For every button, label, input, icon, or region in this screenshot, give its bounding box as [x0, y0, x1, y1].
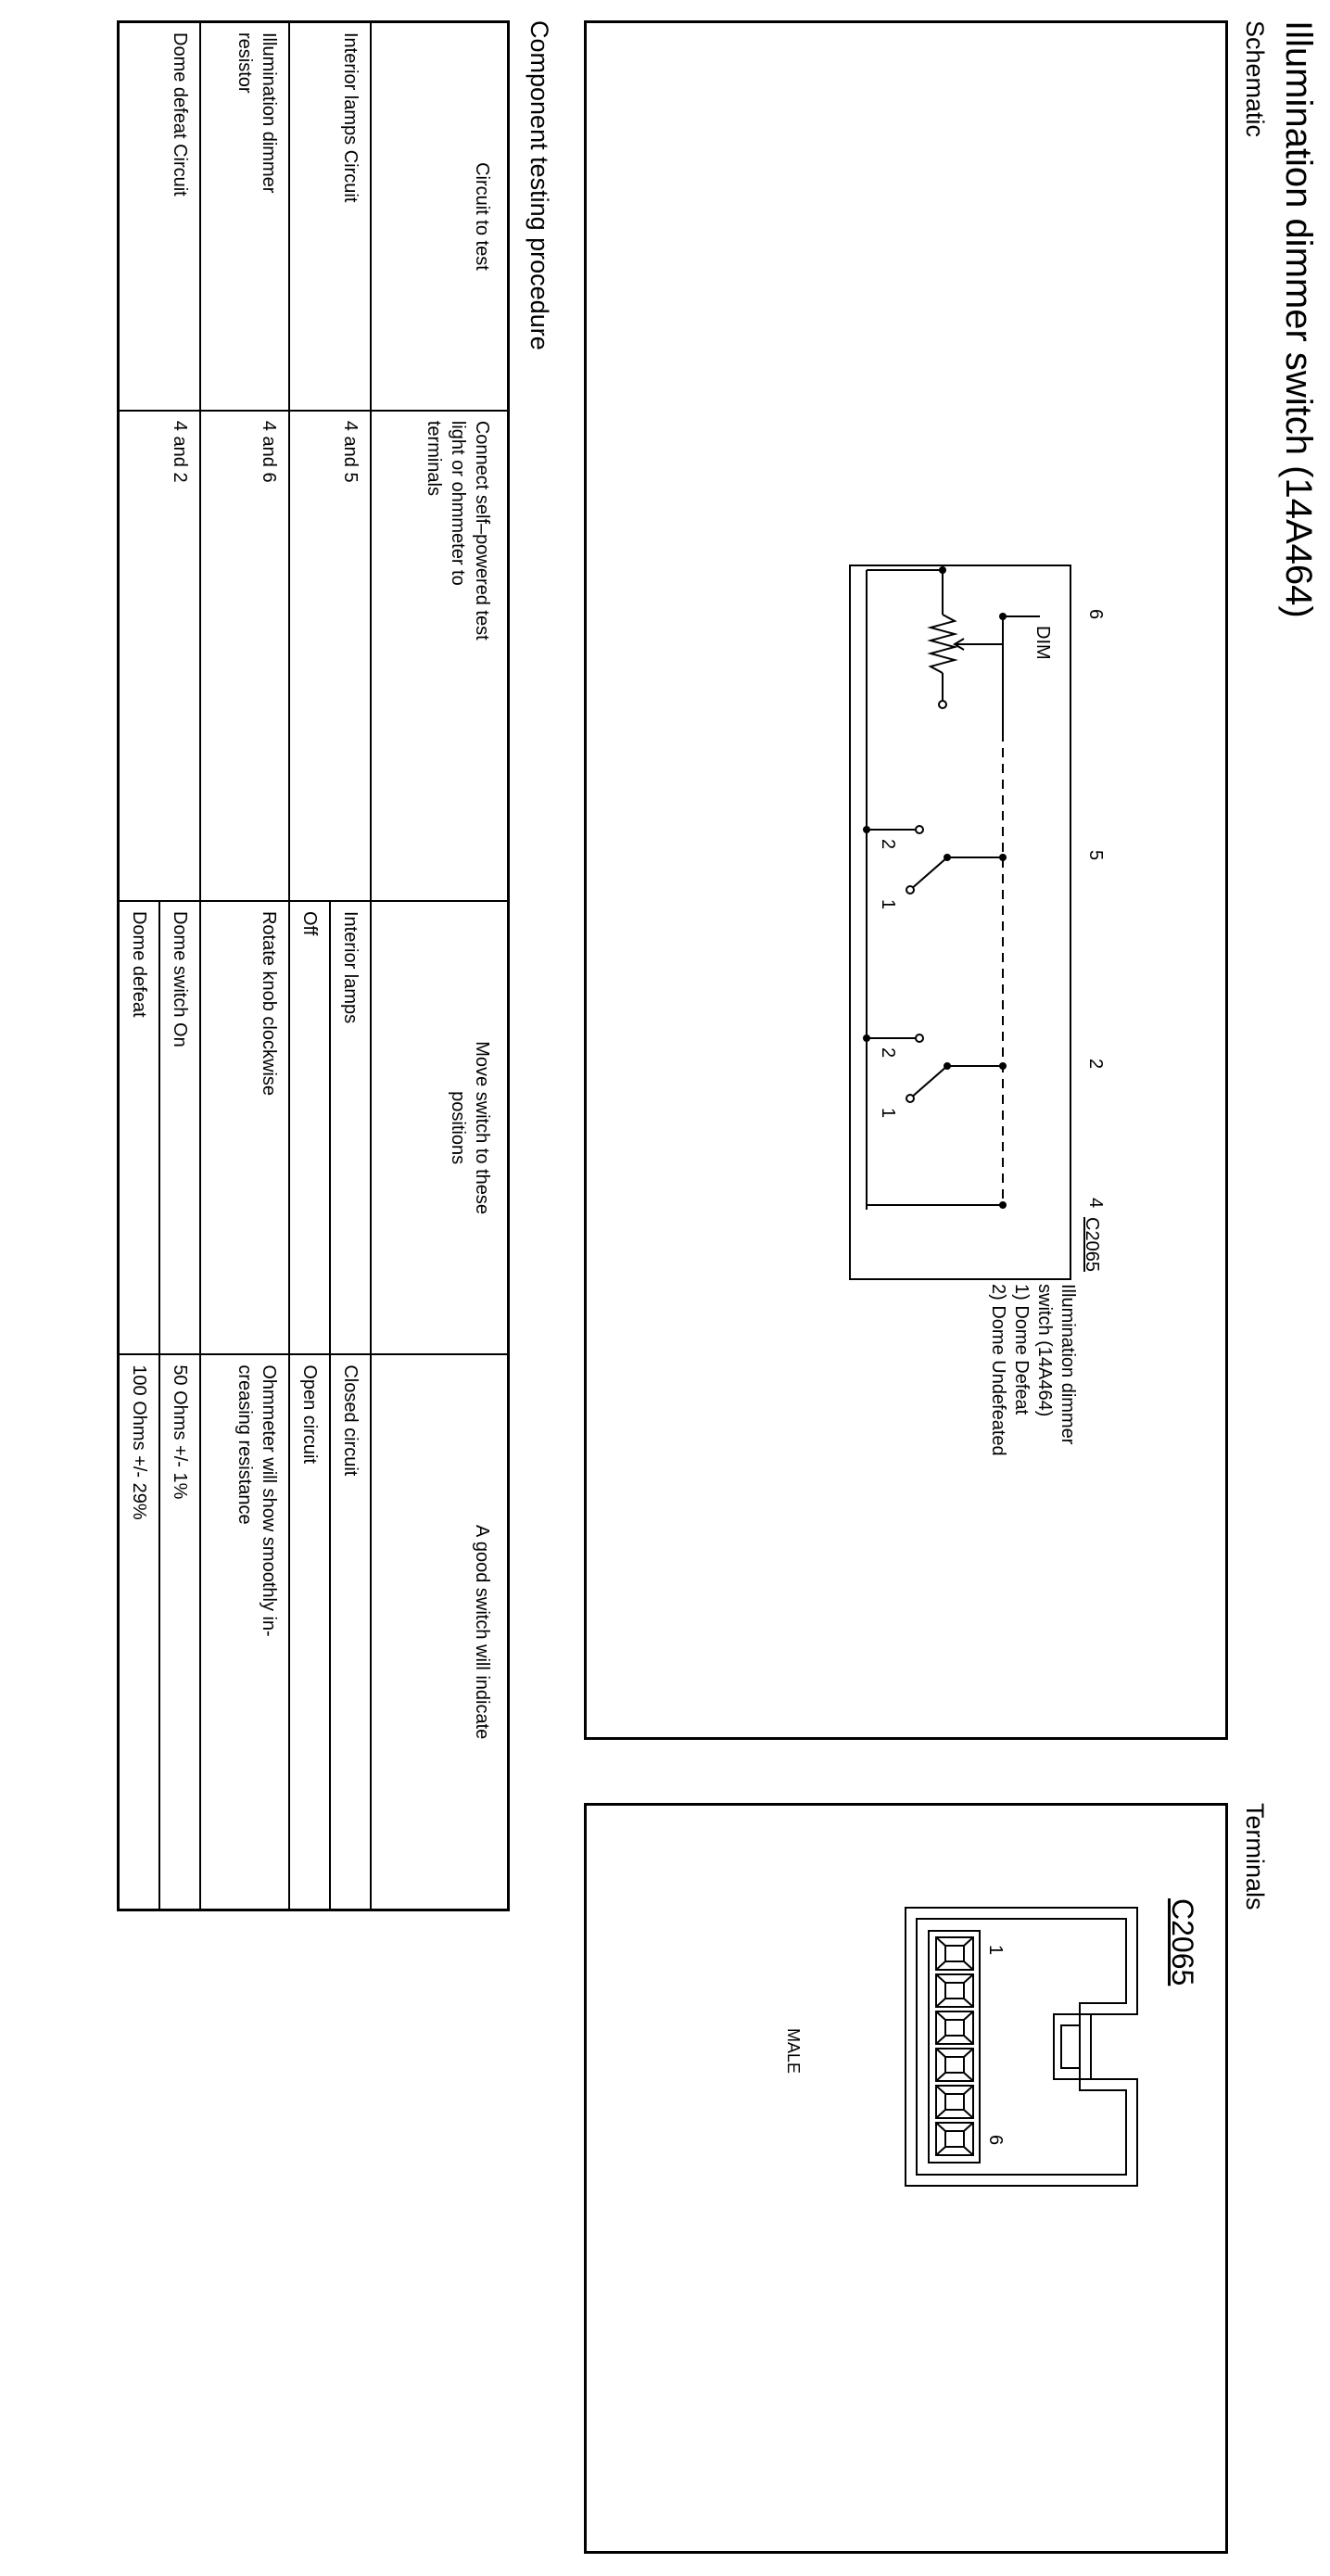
switch-blade-pin2	[910, 1066, 947, 1098]
switch-pos-1-pin5: 1	[878, 899, 898, 910]
schematic-heading: Schematic	[1241, 20, 1269, 138]
pin-label-6: 6	[1085, 609, 1106, 620]
legend-line-3: 1) Dome Defeat	[1011, 1284, 1032, 1415]
row3-result-1: 50 Ohms +/- 1%	[160, 1354, 201, 1910]
table-row	[160, 22, 201, 1910]
row2-circuit-text: Illumination dimmer resistor	[234, 32, 280, 194]
row2-result-1	[201, 1354, 290, 1910]
terminal-pin-last: 6	[985, 2135, 1006, 2146]
switch-pos-1-pin2: 1	[878, 1108, 898, 1119]
header-positions	[372, 901, 509, 1354]
row1-position-2: Off	[290, 901, 331, 1354]
terminal-connector-label: C2065	[1166, 1898, 1199, 1986]
row3-position-2: Dome defeat	[119, 901, 160, 1354]
pin-label-4: 4	[1085, 1198, 1106, 1209]
schematic-frame	[584, 20, 1228, 1740]
procedure-table	[118, 20, 511, 1911]
header-positions-text: Move switch to these positions	[448, 1041, 492, 1215]
table-row	[331, 22, 372, 1910]
row3-result-2: 100 Ohms +/- 29%	[119, 1354, 160, 1910]
row2-terminals: 4 and 6	[201, 411, 290, 901]
row1-result-1: Closed circuit	[331, 1354, 372, 1910]
terminals-frame	[584, 1803, 1228, 2554]
row3-position-1: Dome switch On	[160, 901, 201, 1354]
connector-latch	[1054, 2014, 1091, 2079]
legend-line-2: switch (14A464)	[1034, 1284, 1055, 1417]
header-terminals-text: Connect self–powered test light or ohmmeter to terminals	[424, 420, 492, 641]
legend-line-1: Illumination dimmer	[1058, 1284, 1078, 1445]
schematic-legend	[986, 1284, 1079, 1456]
connector-housing-outer	[906, 1908, 1137, 2186]
row1-circuit: Interior lamps Circuit	[290, 22, 372, 411]
row1-terminals: 4 and 5	[290, 411, 372, 901]
row1-position-1: Interior lamps	[331, 901, 372, 1354]
terminal-cavities	[936, 1937, 973, 2155]
schematic-connector-label: C2065	[1082, 1217, 1102, 1272]
procedure-header-row	[372, 22, 509, 1910]
procedure-heading: Component testing procedure	[526, 20, 553, 350]
page-title: Illumination dimmer switch (14A464)	[1278, 20, 1319, 618]
header-indicate: A good switch will indicate	[372, 1354, 509, 1910]
row2-position-1: Rotate knob clockwise	[201, 901, 290, 1354]
row2-circuit	[201, 22, 290, 411]
row1-result-2: Open circuit	[290, 1354, 331, 1910]
terminals-heading: Terminals	[1241, 1803, 1269, 1910]
switch-pos-2-pin5: 2	[878, 839, 898, 850]
connector-drawing	[587, 1806, 1225, 2551]
legend-line-4: 2) Dome Undefeated	[988, 1284, 1008, 1456]
dim-label: DIM	[1032, 626, 1053, 660]
row3-circuit: Dome defeat Circuit	[119, 22, 201, 411]
switch-pos-2-pin2: 2	[878, 1047, 898, 1059]
dimmer-resistor	[931, 615, 955, 673]
header-circuit: Circuit to test	[372, 22, 509, 411]
table-row	[201, 22, 290, 1910]
connector-gender: MALE	[784, 2028, 803, 2075]
pin-label-2: 2	[1085, 1059, 1106, 1070]
switch-blade-pin5	[910, 857, 947, 890]
connector-housing-inner	[917, 1919, 1126, 2175]
pin-label-5: 5	[1085, 850, 1106, 861]
row2-result-1-text: Ohmmeter will show smoothly in-creasing resistance	[234, 1364, 280, 1637]
header-terminals	[372, 411, 509, 901]
schematic-diagram	[587, 23, 1225, 1737]
row3-terminals: 4 and 2	[119, 411, 201, 901]
switch-housing	[850, 565, 1070, 1279]
terminal-pin-first: 1	[985, 1945, 1006, 1956]
connector-latch-inner	[1061, 2025, 1080, 2068]
